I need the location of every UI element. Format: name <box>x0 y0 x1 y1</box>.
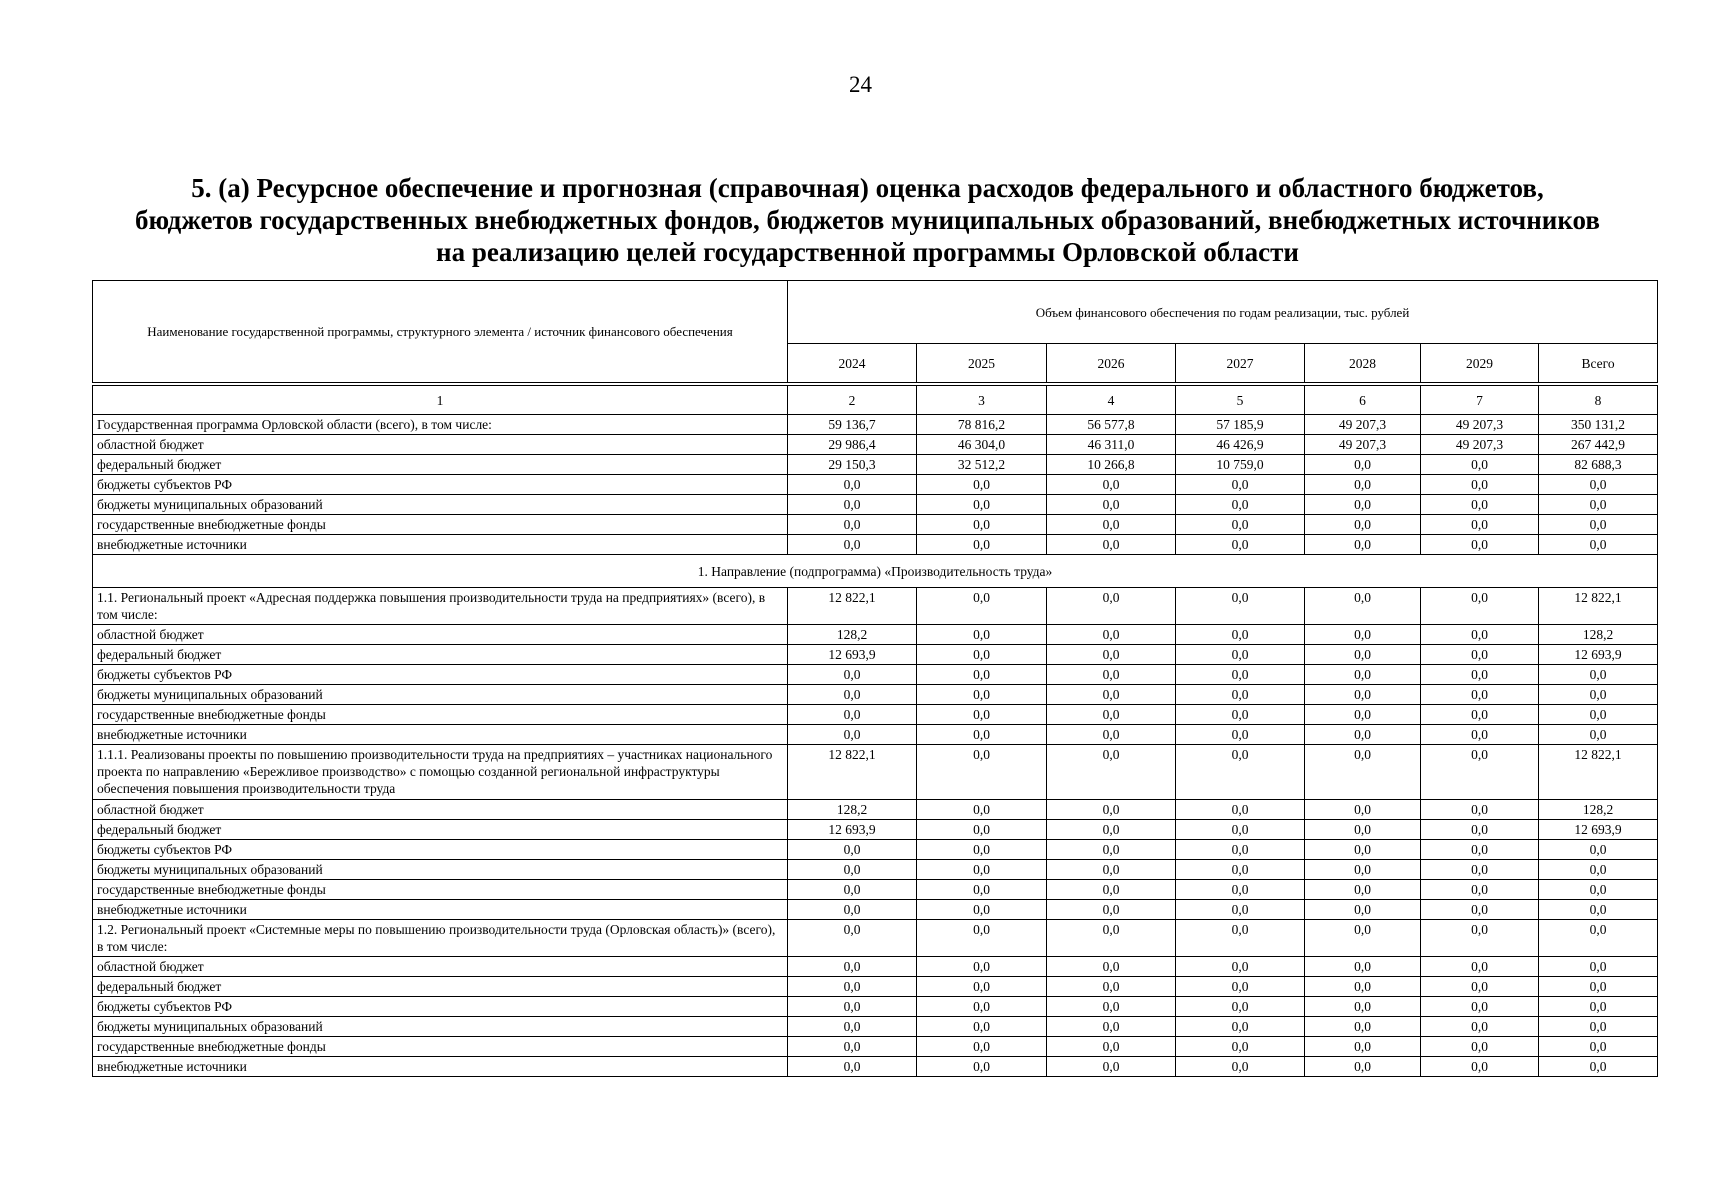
row-total-cell: 0,0 <box>1539 515 1658 535</box>
row-name-cell: бюджеты муниципальных образований <box>93 685 788 705</box>
row-value-cell: 0,0 <box>1047 475 1176 495</box>
row-value-cell: 0,0 <box>1176 475 1305 495</box>
row-value-cell: 12 693,9 <box>788 645 917 665</box>
row-value-cell: 0,0 <box>917 475 1047 495</box>
row-value-cell: 0,0 <box>788 1057 917 1077</box>
row-value-cell: 0,0 <box>788 495 917 515</box>
row-value-cell: 0,0 <box>1421 1037 1539 1057</box>
row-value-cell: 0,0 <box>788 957 917 977</box>
table-row <box>93 415 1658 435</box>
row-value-cell: 0,0 <box>1305 1057 1421 1077</box>
row-value-cell: 0,0 <box>917 745 1047 800</box>
row-value-cell: 0,0 <box>1176 1017 1305 1037</box>
row-value-cell: 0,0 <box>1421 957 1539 977</box>
row-total-cell: 12 822,1 <box>1539 745 1658 800</box>
row-value-cell: 0,0 <box>788 705 917 725</box>
row-value-cell: 0,0 <box>917 625 1047 645</box>
row-value-cell: 0,0 <box>1305 860 1421 880</box>
column-number-cell: 1 <box>93 384 788 415</box>
row-total-cell: 0,0 <box>1539 685 1658 705</box>
row-value-cell: 0,0 <box>1421 515 1539 535</box>
row-total-cell: 128,2 <box>1539 625 1658 645</box>
row-value-cell: 0,0 <box>1047 535 1176 555</box>
table-row <box>93 455 1658 475</box>
row-value-cell: 0,0 <box>1047 705 1176 725</box>
row-value-cell: 10 266,8 <box>1047 455 1176 475</box>
row-name-cell: бюджеты субъектов РФ <box>93 665 788 685</box>
row-value-cell: 0,0 <box>1305 1037 1421 1057</box>
row-value-cell: 0,0 <box>1305 535 1421 555</box>
row-total-cell: 0,0 <box>1539 1017 1658 1037</box>
row-value-cell: 0,0 <box>788 515 917 535</box>
row-name-cell: областной бюджет <box>93 435 788 455</box>
row-value-cell: 0,0 <box>1305 588 1421 625</box>
row-value-cell: 0,0 <box>917 957 1047 977</box>
row-value-cell: 0,0 <box>1421 475 1539 495</box>
row-total-cell: 0,0 <box>1539 977 1658 997</box>
row-value-cell: 0,0 <box>788 725 917 745</box>
row-value-cell: 0,0 <box>917 820 1047 840</box>
row-value-cell: 0,0 <box>1047 1057 1176 1077</box>
year-header-cell: 2025 <box>917 344 1047 385</box>
row-total-cell: 12 693,9 <box>1539 820 1658 840</box>
row-name-cell: Государственная программа Орловской области (всего), в том числе: <box>93 415 788 435</box>
table-row <box>93 645 1658 665</box>
row-name-cell: 1.1. Региональный проект «Адресная поддержка повышения производительности труда на предприятиях» (всего), в том числе: <box>93 588 788 625</box>
row-name-cell: бюджеты субъектов РФ <box>93 997 788 1017</box>
title-line: бюджетов государственных внебюджетных фондов, бюджетов муниципальных образований, внебюджетных источников <box>135 205 1600 235</box>
column-number-cell: 6 <box>1305 384 1421 415</box>
row-value-cell: 0,0 <box>1305 900 1421 920</box>
row-value-cell: 0,0 <box>1421 1057 1539 1077</box>
row-total-cell: 82 688,3 <box>1539 455 1658 475</box>
row-value-cell: 0,0 <box>788 860 917 880</box>
row-value-cell: 0,0 <box>917 800 1047 820</box>
row-value-cell: 0,0 <box>1305 685 1421 705</box>
row-value-cell: 0,0 <box>1176 515 1305 535</box>
row-total-cell: 0,0 <box>1539 725 1658 745</box>
table-row <box>93 840 1658 860</box>
column-number-cell: 4 <box>1047 384 1176 415</box>
row-value-cell: 0,0 <box>1176 535 1305 555</box>
row-value-cell: 0,0 <box>1047 1017 1176 1037</box>
title-line: на реализацию целей государственной программы Орловской области <box>436 237 1299 267</box>
row-value-cell: 0,0 <box>1047 977 1176 997</box>
table-header-row <box>93 281 1658 344</box>
row-value-cell: 0,0 <box>917 1037 1047 1057</box>
row-total-cell: 0,0 <box>1539 705 1658 725</box>
row-value-cell: 0,0 <box>788 475 917 495</box>
row-value-cell: 12 693,9 <box>788 820 917 840</box>
row-value-cell: 0,0 <box>917 840 1047 860</box>
row-value-cell: 0,0 <box>1047 588 1176 625</box>
row-value-cell: 0,0 <box>1176 645 1305 665</box>
row-value-cell: 0,0 <box>1305 455 1421 475</box>
table-row <box>93 800 1658 820</box>
row-value-cell: 0,0 <box>1305 800 1421 820</box>
row-value-cell: 0,0 <box>917 920 1047 957</box>
table-row <box>93 1037 1658 1057</box>
row-value-cell: 0,0 <box>1176 900 1305 920</box>
row-value-cell: 46 426,9 <box>1176 435 1305 455</box>
row-total-cell: 0,0 <box>1539 840 1658 860</box>
row-value-cell: 29 150,3 <box>788 455 917 475</box>
row-value-cell: 0,0 <box>1305 1017 1421 1037</box>
row-value-cell: 0,0 <box>1176 705 1305 725</box>
row-value-cell: 0,0 <box>917 900 1047 920</box>
header-name-cell: Наименование государственной программы, структурного элемента / источник финансового обеспечения <box>93 281 788 385</box>
row-value-cell: 0,0 <box>1421 645 1539 665</box>
row-value-cell: 0,0 <box>1421 860 1539 880</box>
row-value-cell: 0,0 <box>788 880 917 900</box>
table-row <box>93 1017 1658 1037</box>
row-total-cell: 0,0 <box>1539 535 1658 555</box>
row-value-cell: 0,0 <box>1176 625 1305 645</box>
row-total-cell: 0,0 <box>1539 495 1658 515</box>
table-row <box>93 860 1658 880</box>
row-value-cell: 0,0 <box>788 920 917 957</box>
row-total-cell: 0,0 <box>1539 997 1658 1017</box>
row-total-cell: 0,0 <box>1539 860 1658 880</box>
row-total-cell: 350 131,2 <box>1539 415 1658 435</box>
row-value-cell: 0,0 <box>1047 725 1176 745</box>
row-value-cell: 0,0 <box>1305 997 1421 1017</box>
row-value-cell: 0,0 <box>1421 455 1539 475</box>
table-row <box>93 957 1658 977</box>
year-header-cell: 2026 <box>1047 344 1176 385</box>
row-value-cell: 12 822,1 <box>788 745 917 800</box>
row-value-cell: 0,0 <box>788 840 917 860</box>
row-value-cell: 0,0 <box>917 860 1047 880</box>
row-value-cell: 0,0 <box>1047 665 1176 685</box>
row-value-cell: 0,0 <box>1176 957 1305 977</box>
row-name-cell: федеральный бюджет <box>93 455 788 475</box>
title-line: 5. (а) Ресурсное обеспечение и прогнозная (справочная) оценка расходов федерального и областного бюджетов, <box>191 173 1544 203</box>
year-header-cell: 2027 <box>1176 344 1305 385</box>
row-value-cell: 0,0 <box>1421 665 1539 685</box>
table-row <box>93 725 1658 745</box>
table-row <box>93 625 1658 645</box>
row-value-cell: 0,0 <box>1305 840 1421 860</box>
row-value-cell: 0,0 <box>1047 997 1176 1017</box>
row-value-cell: 0,0 <box>1421 800 1539 820</box>
row-value-cell: 0,0 <box>1047 495 1176 515</box>
row-value-cell: 59 136,7 <box>788 415 917 435</box>
row-value-cell: 0,0 <box>1176 800 1305 820</box>
row-name-cell: государственные внебюджетные фонды <box>93 880 788 900</box>
table-row <box>93 820 1658 840</box>
column-number-cell: 3 <box>917 384 1047 415</box>
row-value-cell: 57 185,9 <box>1176 415 1305 435</box>
row-value-cell: 0,0 <box>788 685 917 705</box>
row-name-cell: федеральный бюджет <box>93 977 788 997</box>
year-header-cell: 2029 <box>1421 344 1539 385</box>
row-value-cell: 0,0 <box>917 1017 1047 1037</box>
row-value-cell: 128,2 <box>788 625 917 645</box>
row-value-cell: 0,0 <box>917 977 1047 997</box>
row-total-cell: 12 822,1 <box>1539 588 1658 625</box>
row-value-cell: 0,0 <box>1421 495 1539 515</box>
row-value-cell: 0,0 <box>1047 860 1176 880</box>
row-value-cell: 0,0 <box>1421 725 1539 745</box>
row-name-cell: внебюджетные источники <box>93 900 788 920</box>
section-row <box>93 555 1658 588</box>
row-value-cell: 0,0 <box>1047 800 1176 820</box>
row-name-cell: бюджеты муниципальных образований <box>93 860 788 880</box>
row-value-cell: 0,0 <box>917 705 1047 725</box>
row-value-cell: 0,0 <box>917 725 1047 745</box>
budget-table <box>92 280 1658 1077</box>
row-value-cell: 0,0 <box>788 665 917 685</box>
table-row <box>93 705 1658 725</box>
row-value-cell: 0,0 <box>1305 515 1421 535</box>
row-value-cell: 0,0 <box>1176 920 1305 957</box>
row-value-cell: 0,0 <box>917 685 1047 705</box>
table-row <box>93 920 1658 957</box>
row-value-cell: 12 822,1 <box>788 588 917 625</box>
row-value-cell: 0,0 <box>1176 665 1305 685</box>
table-row <box>93 880 1658 900</box>
row-name-cell: внебюджетные источники <box>93 535 788 555</box>
row-value-cell: 0,0 <box>1176 745 1305 800</box>
row-value-cell: 0,0 <box>788 977 917 997</box>
row-value-cell: 0,0 <box>1047 745 1176 800</box>
row-value-cell: 49 207,3 <box>1305 435 1421 455</box>
table-row <box>93 1057 1658 1077</box>
row-value-cell: 0,0 <box>1176 685 1305 705</box>
row-total-cell: 128,2 <box>1539 800 1658 820</box>
row-value-cell: 0,0 <box>1421 1017 1539 1037</box>
row-value-cell: 0,0 <box>1176 820 1305 840</box>
row-value-cell: 46 311,0 <box>1047 435 1176 455</box>
row-value-cell: 0,0 <box>788 535 917 555</box>
row-value-cell: 0,0 <box>1421 900 1539 920</box>
row-value-cell: 29 986,4 <box>788 435 917 455</box>
row-value-cell: 0,0 <box>1176 1057 1305 1077</box>
table-row <box>93 515 1658 535</box>
row-value-cell: 0,0 <box>1305 665 1421 685</box>
row-value-cell: 0,0 <box>788 997 917 1017</box>
row-value-cell: 0,0 <box>1047 880 1176 900</box>
row-value-cell: 0,0 <box>1047 625 1176 645</box>
row-value-cell: 0,0 <box>1421 840 1539 860</box>
row-value-cell: 0,0 <box>1305 920 1421 957</box>
row-name-cell: 1.2. Региональный проект «Системные меры по повышению производительности труда (Орловская область)» (всего), в том числе: <box>93 920 788 957</box>
row-value-cell: 0,0 <box>1305 495 1421 515</box>
row-value-cell: 0,0 <box>1305 977 1421 997</box>
row-value-cell: 0,0 <box>917 645 1047 665</box>
row-total-cell: 12 693,9 <box>1539 645 1658 665</box>
row-value-cell: 0,0 <box>1305 645 1421 665</box>
row-value-cell: 0,0 <box>1305 745 1421 800</box>
row-value-cell: 0,0 <box>1421 997 1539 1017</box>
row-value-cell: 0,0 <box>788 1017 917 1037</box>
column-number-cell: 5 <box>1176 384 1305 415</box>
table-row <box>93 685 1658 705</box>
row-value-cell: 0,0 <box>1047 920 1176 957</box>
table-row <box>93 745 1658 800</box>
row-total-cell: 0,0 <box>1539 665 1658 685</box>
row-value-cell: 0,0 <box>1305 725 1421 745</box>
table-row <box>93 588 1658 625</box>
row-name-cell: бюджеты субъектов РФ <box>93 475 788 495</box>
row-value-cell: 0,0 <box>1176 588 1305 625</box>
row-value-cell: 0,0 <box>1047 957 1176 977</box>
row-value-cell: 0,0 <box>1305 625 1421 645</box>
column-number-cell: 7 <box>1421 384 1539 415</box>
row-value-cell: 0,0 <box>1421 820 1539 840</box>
row-name-cell: бюджеты муниципальных образований <box>93 495 788 515</box>
row-value-cell: 0,0 <box>1421 977 1539 997</box>
column-number-row <box>93 384 1658 415</box>
row-name-cell: государственные внебюджетные фонды <box>93 515 788 535</box>
row-total-cell: 0,0 <box>1539 920 1658 957</box>
page-title <box>80 172 1655 268</box>
row-value-cell: 0,0 <box>1176 725 1305 745</box>
year-header-cell: 2028 <box>1305 344 1421 385</box>
row-value-cell: 0,0 <box>1176 840 1305 860</box>
row-value-cell: 0,0 <box>917 515 1047 535</box>
row-value-cell: 0,0 <box>1047 820 1176 840</box>
row-value-cell: 0,0 <box>917 880 1047 900</box>
row-value-cell: 0,0 <box>1421 705 1539 725</box>
row-value-cell: 0,0 <box>917 495 1047 515</box>
total-header-cell: Всего <box>1539 344 1658 385</box>
row-value-cell: 0,0 <box>1047 900 1176 920</box>
table-row <box>93 435 1658 455</box>
row-name-cell: областной бюджет <box>93 800 788 820</box>
row-value-cell: 0,0 <box>1421 880 1539 900</box>
section-title: 1. Направление (подпрограмма) «Производительность труда» <box>93 555 1658 588</box>
row-total-cell: 0,0 <box>1539 1057 1658 1077</box>
row-name-cell: 1.1.1. Реализованы проекты по повышению производительности труда на предприятиях – участниках национального проекта по направлению «Бережливое производство» с помощью созданной региональной инфраструктуры обеспечения повышения производительности труда <box>93 745 788 800</box>
row-value-cell: 0,0 <box>1176 860 1305 880</box>
table-row <box>93 977 1658 997</box>
row-name-cell: федеральный бюджет <box>93 645 788 665</box>
table-row <box>93 535 1658 555</box>
row-name-cell: внебюджетные источники <box>93 725 788 745</box>
header-volume-cell: Объем финансового обеспечения по годам реализации, тыс. рублей <box>788 281 1658 344</box>
row-name-cell: внебюджетные источники <box>93 1057 788 1077</box>
row-value-cell: 0,0 <box>1047 840 1176 860</box>
row-value-cell: 0,0 <box>917 588 1047 625</box>
row-value-cell: 0,0 <box>917 997 1047 1017</box>
row-value-cell: 0,0 <box>788 1037 917 1057</box>
row-name-cell: федеральный бюджет <box>93 820 788 840</box>
table-row <box>93 475 1658 495</box>
row-value-cell: 0,0 <box>1176 997 1305 1017</box>
column-number-cell: 2 <box>788 384 917 415</box>
row-value-cell: 0,0 <box>1176 495 1305 515</box>
row-value-cell: 0,0 <box>917 535 1047 555</box>
row-value-cell: 0,0 <box>1421 588 1539 625</box>
column-number-cell: 8 <box>1539 384 1658 415</box>
row-total-cell: 0,0 <box>1539 880 1658 900</box>
row-value-cell: 0,0 <box>1305 475 1421 495</box>
row-value-cell: 0,0 <box>917 1057 1047 1077</box>
row-value-cell: 46 304,0 <box>917 435 1047 455</box>
row-value-cell: 0,0 <box>1305 705 1421 725</box>
row-value-cell: 0,0 <box>1421 625 1539 645</box>
row-value-cell: 0,0 <box>1421 535 1539 555</box>
year-header-cell: 2024 <box>788 344 917 385</box>
page-number: 24 <box>849 72 872 97</box>
row-value-cell: 10 759,0 <box>1176 455 1305 475</box>
row-total-cell: 267 442,9 <box>1539 435 1658 455</box>
row-value-cell: 56 577,8 <box>1047 415 1176 435</box>
row-value-cell: 0,0 <box>788 900 917 920</box>
table-row <box>93 997 1658 1017</box>
row-value-cell: 0,0 <box>1421 745 1539 800</box>
row-value-cell: 0,0 <box>1047 685 1176 705</box>
row-value-cell: 78 816,2 <box>917 415 1047 435</box>
row-value-cell: 32 512,2 <box>917 455 1047 475</box>
row-name-cell: бюджеты муниципальных образований <box>93 1017 788 1037</box>
row-value-cell: 0,0 <box>1305 880 1421 900</box>
row-value-cell: 0,0 <box>1305 957 1421 977</box>
row-name-cell: областной бюджет <box>93 957 788 977</box>
row-total-cell: 0,0 <box>1539 957 1658 977</box>
row-value-cell: 0,0 <box>917 665 1047 685</box>
row-value-cell: 0,0 <box>1047 515 1176 535</box>
row-value-cell: 0,0 <box>1047 1037 1176 1057</box>
row-value-cell: 0,0 <box>1305 820 1421 840</box>
table-row <box>93 495 1658 515</box>
row-total-cell: 0,0 <box>1539 900 1658 920</box>
table-row <box>93 665 1658 685</box>
row-value-cell: 128,2 <box>788 800 917 820</box>
row-value-cell: 49 207,3 <box>1305 415 1421 435</box>
row-total-cell: 0,0 <box>1539 1037 1658 1057</box>
row-name-cell: государственные внебюджетные фонды <box>93 705 788 725</box>
row-value-cell: 0,0 <box>1421 685 1539 705</box>
row-value-cell: 0,0 <box>1176 977 1305 997</box>
row-value-cell: 0,0 <box>1176 880 1305 900</box>
row-name-cell: государственные внебюджетные фонды <box>93 1037 788 1057</box>
row-name-cell: областной бюджет <box>93 625 788 645</box>
row-value-cell: 49 207,3 <box>1421 415 1539 435</box>
row-value-cell: 49 207,3 <box>1421 435 1539 455</box>
row-total-cell: 0,0 <box>1539 475 1658 495</box>
row-name-cell: бюджеты субъектов РФ <box>93 840 788 860</box>
row-value-cell: 0,0 <box>1176 1037 1305 1057</box>
row-value-cell: 0,0 <box>1047 645 1176 665</box>
table-row <box>93 900 1658 920</box>
row-value-cell: 0,0 <box>1421 920 1539 957</box>
